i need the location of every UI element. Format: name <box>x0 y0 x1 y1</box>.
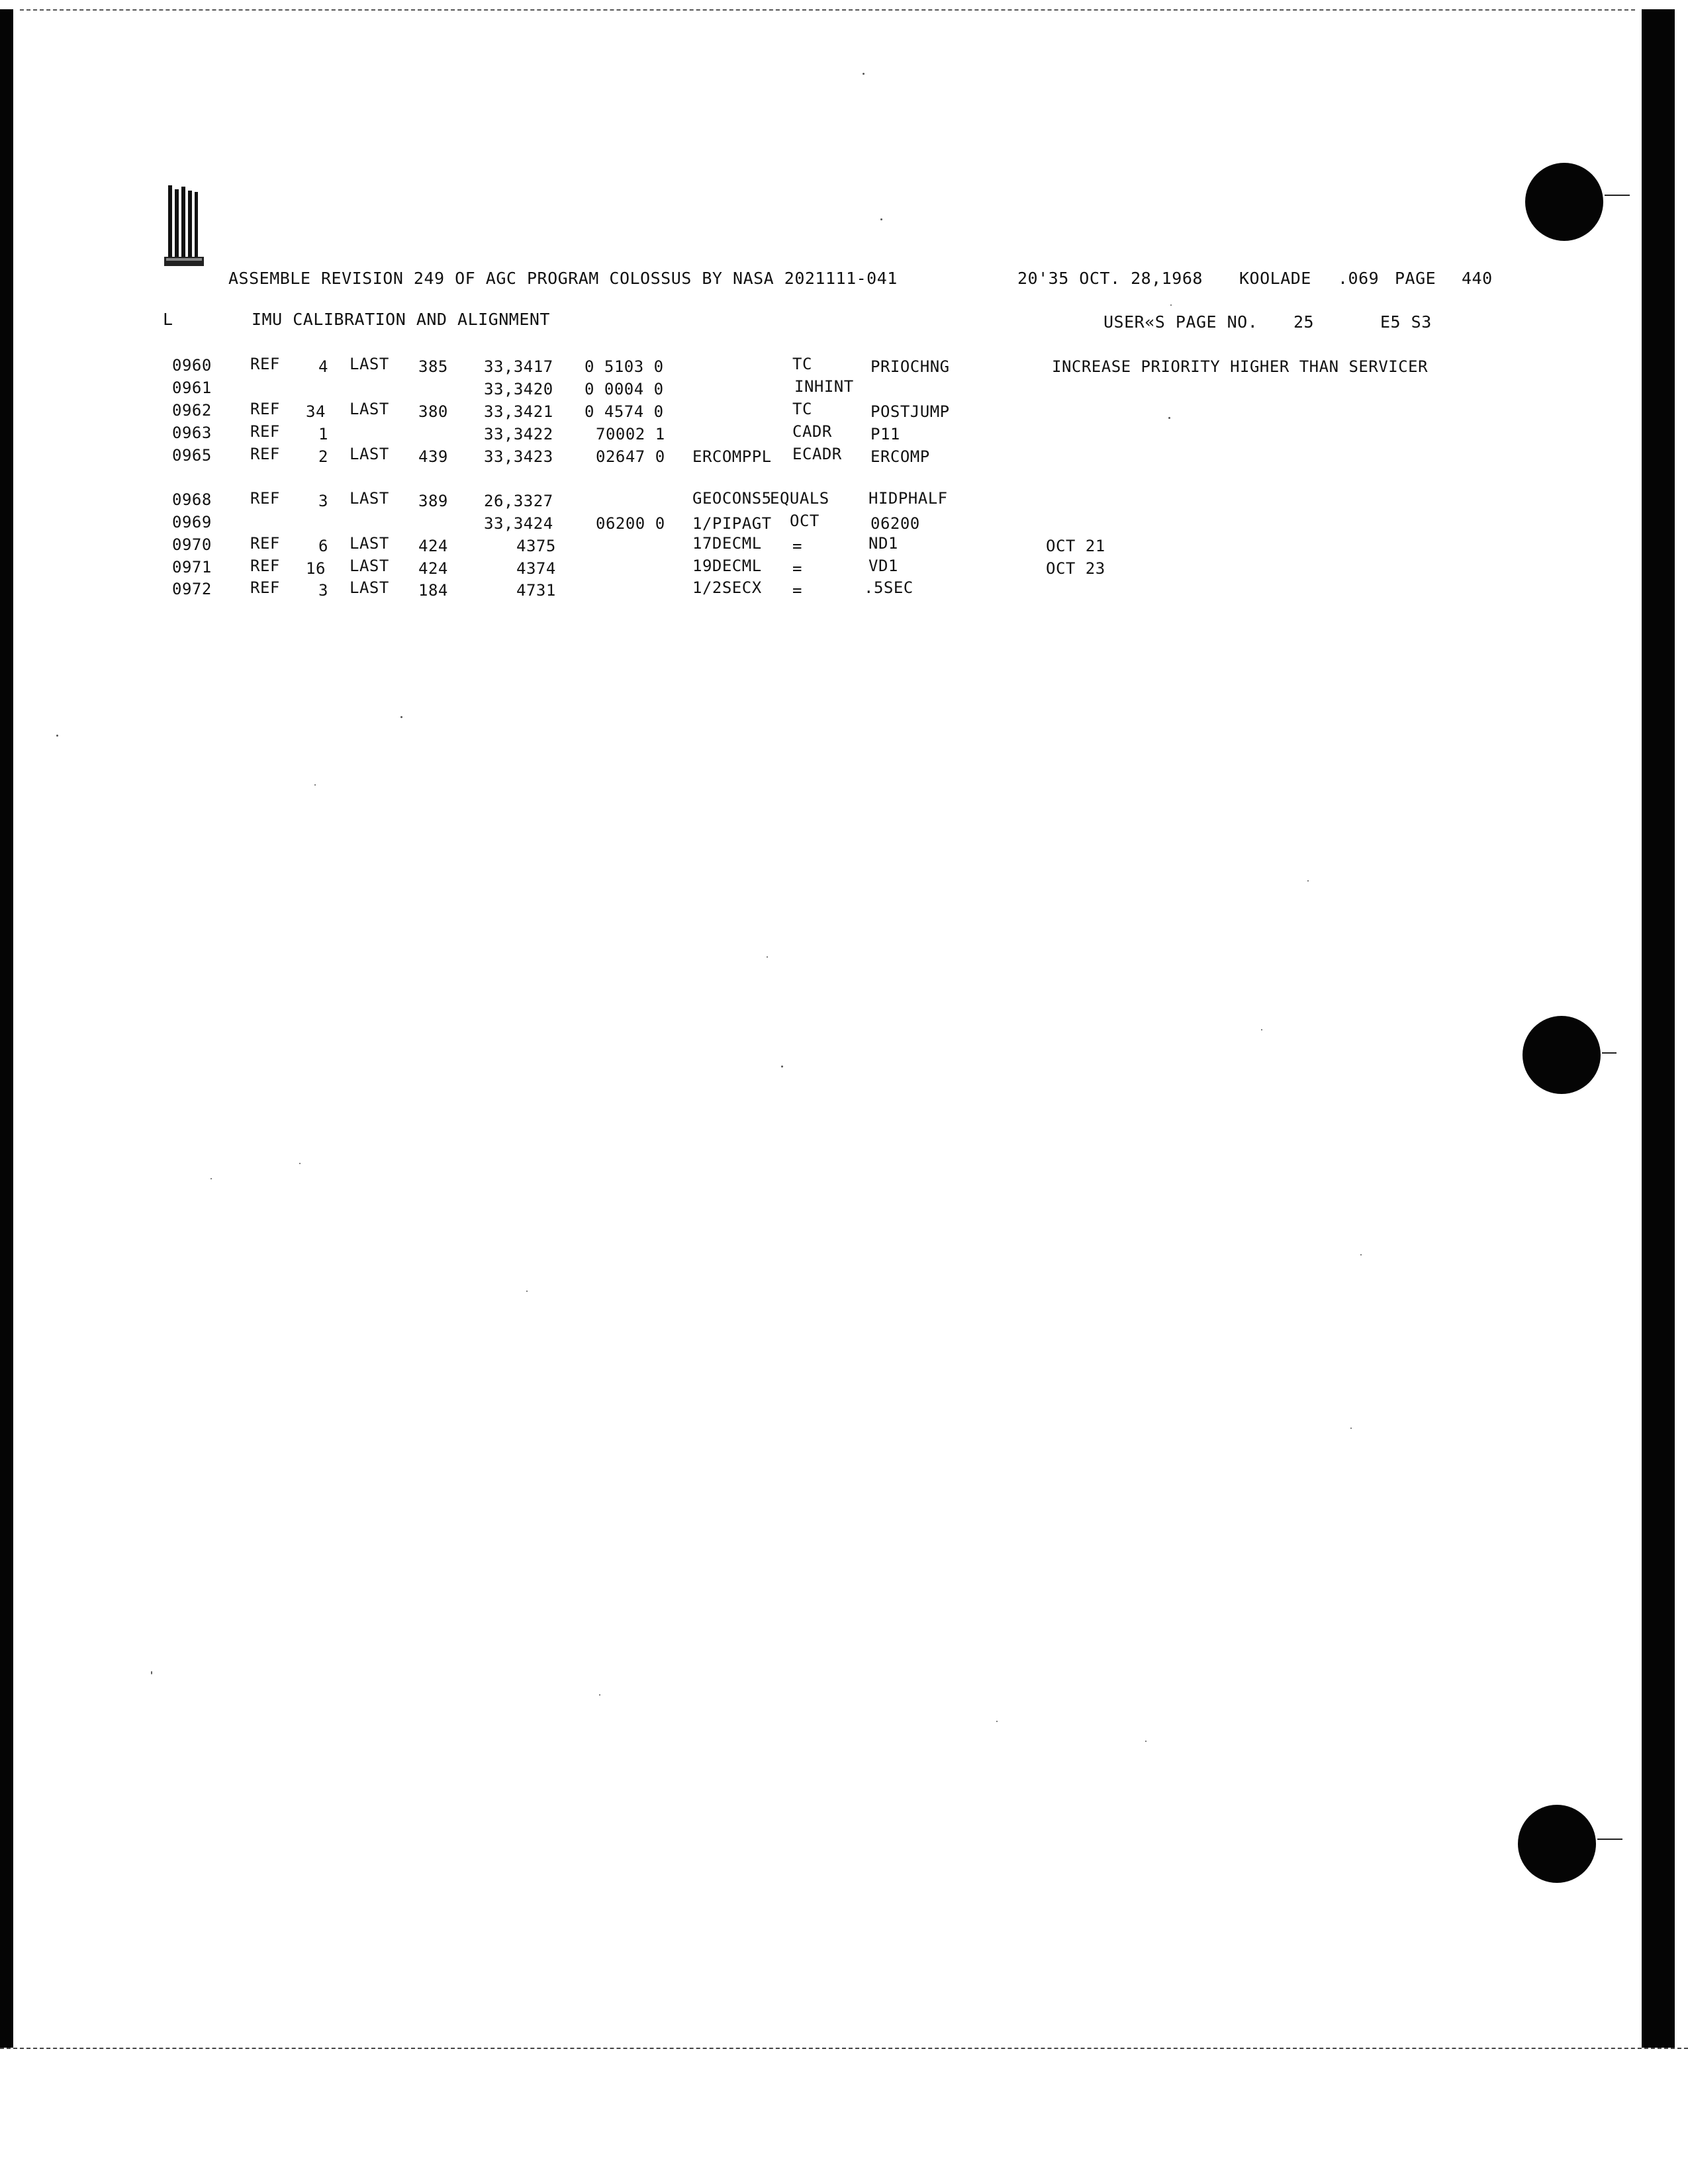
opcode: TC <box>792 400 812 418</box>
opcode: CADR <box>792 422 832 441</box>
punch-hole-bottom <box>1518 1805 1596 1883</box>
scan-speck <box>314 784 316 786</box>
scan-speck <box>56 735 58 737</box>
comment: OCT 21 <box>1046 537 1105 555</box>
scan-speck <box>1168 417 1170 419</box>
symbol-label: GEOCONS5 <box>692 489 772 508</box>
line-number: 0968 <box>172 490 212 509</box>
ref-count: 16 <box>306 559 326 578</box>
header-timestamp: 20'35 OCT. 28,1968 <box>1017 269 1203 288</box>
ref-count: 6 <box>318 537 328 555</box>
line-number: 0963 <box>172 424 212 442</box>
ref-keyword: REF <box>250 422 280 441</box>
operand: P11 <box>870 425 900 443</box>
octal-code: 02647 0 <box>596 447 665 466</box>
octal-code: 0 4574 0 <box>585 402 664 421</box>
octal-code: 0 5103 0 <box>585 357 664 376</box>
header-page-number: 440 <box>1462 269 1493 288</box>
symbol-label: 1/PIPAGT <box>692 514 772 533</box>
address: 33,3420 <box>484 380 553 398</box>
section-title: IMU CALIBRATION AND ALIGNMENT <box>252 310 550 329</box>
assemble-header: ASSEMBLE REVISION 249 OF AGC PROGRAM COLOSSUS BY NASA 2021111-041 <box>228 269 898 288</box>
printer-logo-icon <box>164 185 205 271</box>
scan-speck <box>1350 1428 1352 1429</box>
header-user: KOOLADE <box>1239 269 1311 288</box>
opcode: = <box>792 581 802 600</box>
octal-code: 0 0004 0 <box>585 380 664 398</box>
opcode: EQUALS <box>770 489 829 508</box>
line-number: 0971 <box>172 558 212 576</box>
line-number: 0965 <box>172 446 212 465</box>
hole-tick-bottom <box>1597 1839 1622 1840</box>
ref-keyword: REF <box>250 534 280 553</box>
last-keyword: LAST <box>350 355 389 373</box>
left-scan-margin <box>0 9 13 2048</box>
users-page-number: 25 <box>1293 312 1315 332</box>
symbol-label: 19DECML <box>692 557 762 575</box>
scan-speck <box>781 1066 783 1068</box>
scan-speck <box>767 956 768 958</box>
ref-keyword: REF <box>250 578 280 597</box>
last-keyword: LAST <box>350 445 389 463</box>
ref-count: 4 <box>318 357 328 376</box>
ref-count: 3 <box>318 492 328 510</box>
last-value: 385 <box>418 357 448 376</box>
comment: OCT 23 <box>1046 559 1105 578</box>
scan-speck <box>151 1671 152 1674</box>
address: 4375 <box>516 537 556 555</box>
scan-edge-bottom <box>0 2048 1688 2049</box>
last-keyword: LAST <box>350 557 389 575</box>
opcode: = <box>792 559 802 578</box>
octal-code: 06200 0 <box>596 514 665 533</box>
scan-speck <box>211 1178 212 1179</box>
operand: HIDPHALF <box>868 489 948 508</box>
header-version: .069 <box>1338 269 1380 288</box>
scan-speck <box>1360 1254 1362 1255</box>
scan-speck <box>599 1694 600 1696</box>
opcode: TC <box>792 355 812 373</box>
header-page-label: PAGE <box>1395 269 1436 288</box>
last-value: 439 <box>418 447 448 466</box>
section-marker: L <box>163 310 173 329</box>
ref-keyword: REF <box>250 557 280 575</box>
address: 33,3421 <box>484 402 553 421</box>
scan-edge-top <box>20 9 1635 11</box>
ref-keyword: REF <box>250 489 280 508</box>
punch-hole-top <box>1525 163 1603 241</box>
symbol-label: 17DECML <box>692 534 762 553</box>
line-number: 0969 <box>172 513 212 531</box>
last-keyword: LAST <box>350 578 389 597</box>
comment: INCREASE PRIORITY HIGHER THAN SERVICER <box>1052 357 1429 376</box>
last-value: 184 <box>418 581 448 600</box>
scan-speck <box>1261 1029 1262 1030</box>
opcode: OCT <box>790 512 820 530</box>
opcode: INHINT <box>794 377 854 396</box>
hole-tick-top <box>1605 195 1630 196</box>
ref-keyword: REF <box>250 355 280 373</box>
octal-code: 70002 1 <box>596 425 665 443</box>
ref-count: 34 <box>306 402 326 421</box>
symbol-label: ERCOMPPL <box>692 447 772 466</box>
hole-tick-middle <box>1602 1052 1617 1054</box>
punch-hole-middle <box>1523 1016 1601 1094</box>
symbol-label: 1/2SECX <box>692 578 762 597</box>
last-keyword: LAST <box>350 489 389 508</box>
scan-speck <box>1170 304 1172 306</box>
last-value: 424 <box>418 537 448 555</box>
operand: 06200 <box>870 514 920 533</box>
ref-count: 2 <box>318 447 328 466</box>
ref-keyword: REF <box>250 445 280 463</box>
address: 4731 <box>516 581 556 600</box>
line-number: 0960 <box>172 356 212 375</box>
last-value: 380 <box>418 402 448 421</box>
ref-keyword: REF <box>250 400 280 418</box>
scan-speck <box>400 716 402 718</box>
last-value: 424 <box>418 559 448 578</box>
address: 4374 <box>516 559 556 578</box>
last-keyword: LAST <box>350 400 389 418</box>
address: 26,3327 <box>484 492 553 510</box>
address: 33,3424 <box>484 514 553 533</box>
address: 33,3422 <box>484 425 553 443</box>
users-page-code: E5 S3 <box>1380 312 1432 332</box>
scan-speck <box>526 1291 528 1292</box>
operand: VD1 <box>868 557 898 575</box>
operand: PRIOCHNG <box>870 357 950 376</box>
scan-speck <box>996 1721 998 1722</box>
line-number: 0972 <box>172 580 212 598</box>
operand: .5SEC <box>864 578 914 597</box>
address: 33,3423 <box>484 447 553 466</box>
scan-speck <box>1307 880 1309 882</box>
scan-speck <box>1145 1741 1147 1742</box>
line-number: 0970 <box>172 535 212 554</box>
ref-count: 1 <box>318 425 328 443</box>
users-page-label: USER«S PAGE NO. <box>1103 312 1258 332</box>
ref-count: 3 <box>318 581 328 600</box>
line-number: 0961 <box>172 379 212 397</box>
operand: ERCOMP <box>870 447 930 466</box>
right-scan-margin <box>1642 9 1675 2048</box>
operand: ND1 <box>868 534 898 553</box>
scan-speck <box>880 218 882 220</box>
last-keyword: LAST <box>350 534 389 553</box>
address: 33,3417 <box>484 357 553 376</box>
scan-speck <box>863 73 865 75</box>
line-number: 0962 <box>172 401 212 420</box>
opcode: = <box>792 537 802 555</box>
last-value: 389 <box>418 492 448 510</box>
scan-speck <box>299 1163 301 1164</box>
operand: POSTJUMP <box>870 402 950 421</box>
opcode: ECADR <box>792 445 842 463</box>
